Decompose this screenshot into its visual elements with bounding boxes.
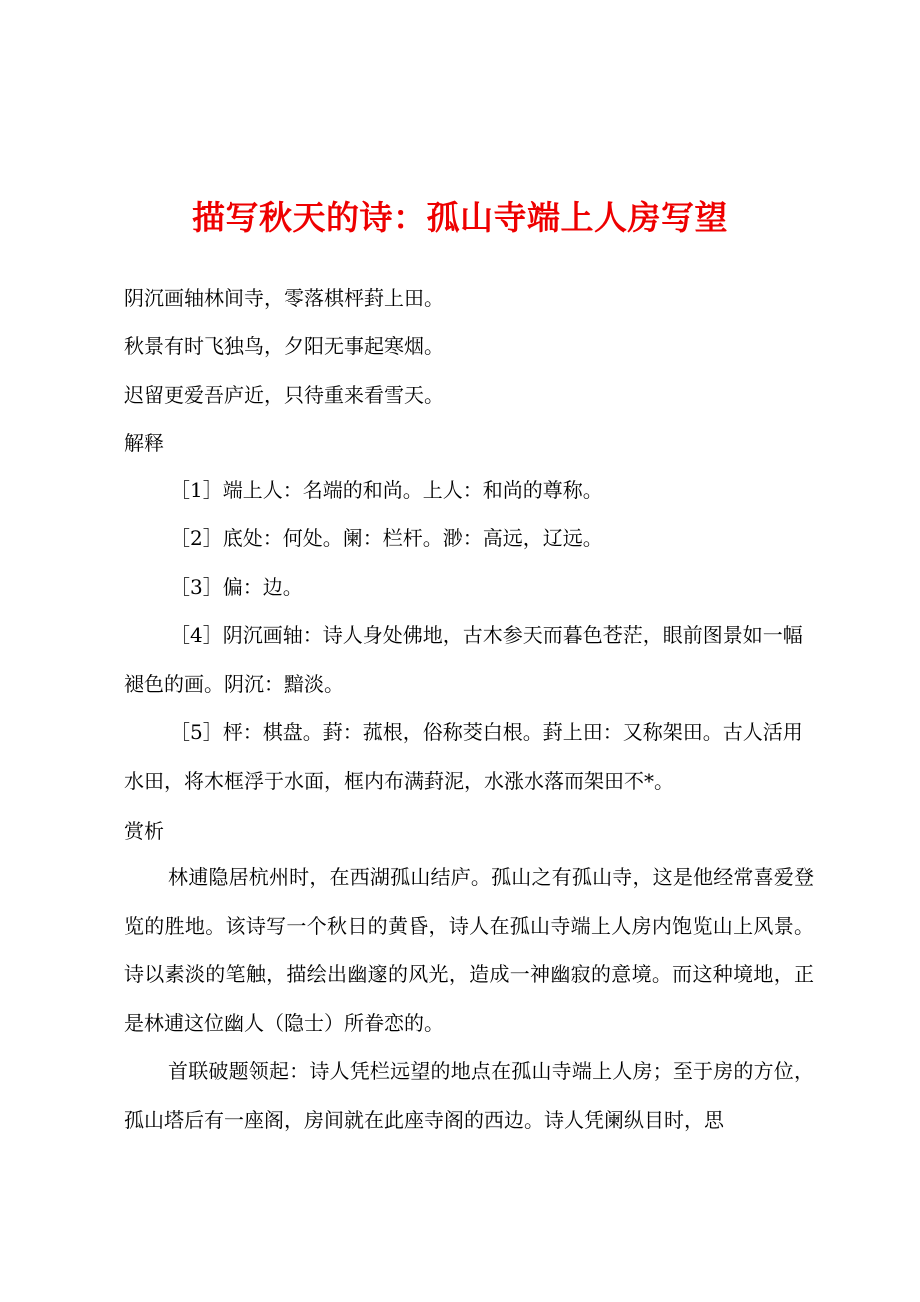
poem-line-2: 秋景有时飞独鸟，夕阳无事起寒烟。 — [124, 334, 444, 358]
poem-line-3: 迟留更爱吾庐近，只待重来看雪天。 — [124, 383, 444, 407]
note-1: ［1］端上人：名端的和尚。上人：和尚的尊称。 — [170, 478, 603, 502]
note-2: ［2］底处：何处。阑：栏杆。渺：高远，辽远。 — [170, 526, 603, 550]
page-title: 描写秋天的诗：孤山寺端上人房写望 — [192, 198, 728, 237]
note-5: ［5］枰：棋盘。葑：菰根，俗称茭白根。葑上田：又称架田。古人活用水田，将木框浮于水面，框内布满葑泥，水涨水落而架田不*。 — [124, 720, 803, 793]
poem-line-1: 阴沉画轴林间寺，零落棋枰葑上田。 — [124, 286, 444, 310]
appreciation-paragraph-1: 林逋隐居杭州时，在西湖孤山结庐。孤山之有孤山寺，这是他经常喜爱登览的胜地。该诗写一个秋日的黄昏，诗人在孤山寺端上人房内饱览山上风景。诗以素淡的笔触，描绘出幽邃的风光，造成一神幽寂的意境。而这种境地，正是林逋这位幽人（隐士）所眷恋的。 — [124, 865, 814, 1035]
note-3: ［3］偏：边。 — [170, 575, 303, 599]
notes-heading: 解释 — [124, 431, 164, 455]
appreciation-paragraph-2: 首联破题领起：诗人凭栏远望的地点在孤山寺端上人房；至于房的方位，孤山塔后有一座阁，房间就在此座寺阁的西边。诗人凭阑纵目时，思 — [124, 1059, 814, 1132]
note-4: ［4］阴沉画轴：诗人身处佛地，古木参天而暮色苍茫，眼前图景如一幅褪色的画。阴沉：黯淡。 — [124, 623, 803, 696]
appreciation-heading: 赏析 — [124, 819, 164, 843]
